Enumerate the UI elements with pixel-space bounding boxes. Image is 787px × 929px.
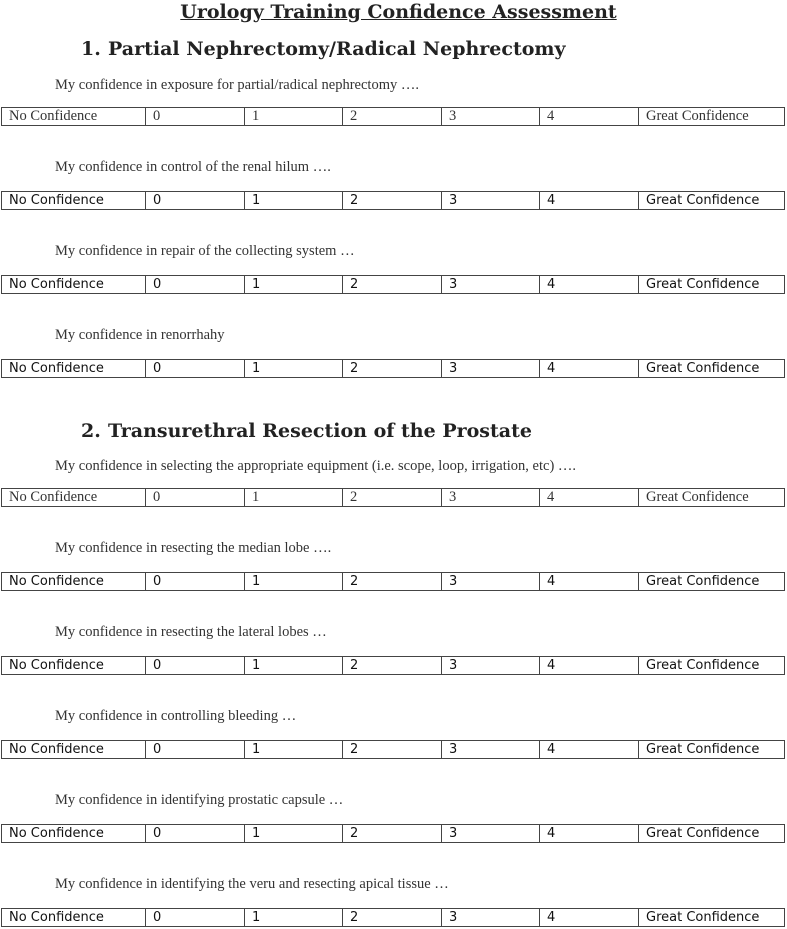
scale-label-low: No Confidence: [2, 192, 146, 210]
scale-label-high: Great Confidence: [639, 741, 785, 759]
scale-option-0[interactable]: 0: [146, 276, 245, 294]
scale-option-1[interactable]: 1: [245, 909, 343, 927]
scale-label-high: Great Confidence: [639, 192, 785, 210]
scale-option-2[interactable]: 2: [343, 489, 442, 507]
scale-label-low: No Confidence: [2, 360, 146, 378]
section-title: Partial Nephrectomy/Radical Nephrectomy: [108, 38, 566, 60]
scale-label-low: No Confidence: [2, 108, 146, 126]
scale-option-2[interactable]: 2: [343, 360, 442, 378]
scale-option-2[interactable]: 2: [343, 741, 442, 759]
scale-option-0[interactable]: 0: [146, 360, 245, 378]
scale-option-3[interactable]: 3: [442, 741, 540, 759]
scale-option-0[interactable]: 0: [146, 825, 245, 843]
confidence-scale-row: [1, 107, 785, 126]
section-heading-2: [81, 419, 532, 443]
scale-option-3[interactable]: 3: [442, 657, 540, 675]
scale-option-0[interactable]: 0: [146, 108, 245, 126]
scale-option-3[interactable]: 3: [442, 360, 540, 378]
scale-option-4[interactable]: 4: [540, 489, 639, 507]
question-label: My confidence in repair of the collecting system …: [55, 243, 355, 259]
question-label: My confidence in resecting the lateral lobes …: [55, 624, 327, 640]
confidence-scale-row: [1, 824, 785, 843]
scale-option-4[interactable]: 4: [540, 360, 639, 378]
scale-option-1[interactable]: 1: [245, 825, 343, 843]
scale-label-low: No Confidence: [2, 741, 146, 759]
scale-option-2[interactable]: 2: [343, 909, 442, 927]
confidence-scale-row: [1, 908, 785, 927]
scale-option-0[interactable]: 0: [146, 657, 245, 675]
scale-option-0[interactable]: 0: [146, 192, 245, 210]
scale-label-high: Great Confidence: [639, 573, 785, 591]
confidence-scale-row: [1, 275, 785, 294]
scale-option-1[interactable]: 1: [245, 489, 343, 507]
section-number: 1.: [81, 38, 101, 60]
scale-option-0[interactable]: 0: [146, 573, 245, 591]
scale-option-0[interactable]: 0: [146, 489, 245, 507]
question-label: My confidence in exposure for partial/radical nephrectomy ….: [55, 77, 419, 93]
confidence-scale-row: [1, 191, 785, 210]
scale-option-1[interactable]: 1: [245, 573, 343, 591]
scale-option-3[interactable]: 3: [442, 825, 540, 843]
scale-option-0[interactable]: 0: [146, 909, 245, 927]
scale-option-3[interactable]: 3: [442, 108, 540, 126]
scale-option-1[interactable]: 1: [245, 108, 343, 126]
scale-option-4[interactable]: 4: [540, 825, 639, 843]
scale-option-1[interactable]: 1: [245, 741, 343, 759]
question-label: My confidence in renorrhahy: [55, 327, 225, 343]
scale-option-4[interactable]: 4: [540, 192, 639, 210]
scale-label-low: No Confidence: [2, 657, 146, 675]
confidence-scale-row: [1, 572, 785, 591]
scale-label-high: Great Confidence: [639, 825, 785, 843]
confidence-scale-row: [1, 656, 785, 675]
scale-option-2[interactable]: 2: [343, 573, 442, 591]
question-label: My confidence in control of the renal hilum ….: [55, 159, 331, 175]
scale-option-4[interactable]: 4: [540, 741, 639, 759]
scale-label-low: No Confidence: [2, 276, 146, 294]
scale-option-3[interactable]: 3: [442, 489, 540, 507]
section-heading-1: [81, 37, 566, 61]
section-title: Transurethral Resection of the Prostate: [108, 420, 532, 442]
confidence-scale-row: [1, 488, 785, 507]
section-number: 2.: [81, 420, 101, 442]
scale-option-2[interactable]: 2: [343, 825, 442, 843]
scale-label-low: No Confidence: [2, 825, 146, 843]
scale-label-high: Great Confidence: [639, 360, 785, 378]
scale-label-high: Great Confidence: [639, 489, 785, 507]
scale-label-low: No Confidence: [2, 573, 146, 591]
scale-option-4[interactable]: 4: [540, 573, 639, 591]
question-label: My confidence in identifying prostatic capsule …: [55, 792, 344, 808]
confidence-scale-row: [1, 359, 785, 378]
scale-option-2[interactable]: 2: [343, 276, 442, 294]
question-label: My confidence in resecting the median lobe ….: [55, 540, 332, 556]
scale-option-2[interactable]: 2: [343, 657, 442, 675]
scale-option-4[interactable]: 4: [540, 657, 639, 675]
scale-option-2[interactable]: 2: [343, 192, 442, 210]
scale-option-1[interactable]: 1: [245, 360, 343, 378]
page-title: Urology Training Confidence Assessment: [180, 1, 617, 23]
scale-option-4[interactable]: 4: [540, 276, 639, 294]
scale-label-high: Great Confidence: [639, 276, 785, 294]
scale-option-4[interactable]: 4: [540, 108, 639, 126]
scale-option-3[interactable]: 3: [442, 276, 540, 294]
question-label: My confidence in selecting the appropriate equipment (i.e. scope, loop, irrigation, etc) ….: [55, 458, 577, 474]
confidence-scale-row: [1, 740, 785, 759]
scale-label-high: Great Confidence: [639, 108, 785, 126]
scale-label-low: No Confidence: [2, 909, 146, 927]
question-label: My confidence in identifying the veru and resecting apical tissue …: [55, 876, 449, 892]
scale-option-4[interactable]: 4: [540, 909, 639, 927]
scale-option-3[interactable]: 3: [442, 192, 540, 210]
scale-option-2[interactable]: 2: [343, 108, 442, 126]
scale-option-0[interactable]: 0: [146, 741, 245, 759]
scale-label-high: Great Confidence: [639, 909, 785, 927]
scale-label-low: No Confidence: [2, 489, 146, 507]
scale-option-1[interactable]: 1: [245, 192, 343, 210]
scale-option-1[interactable]: 1: [245, 657, 343, 675]
scale-label-high: Great Confidence: [639, 657, 785, 675]
scale-option-3[interactable]: 3: [442, 573, 540, 591]
scale-option-1[interactable]: 1: [245, 276, 343, 294]
question-label: My confidence in controlling bleeding …: [55, 708, 297, 724]
scale-option-3[interactable]: 3: [442, 909, 540, 927]
